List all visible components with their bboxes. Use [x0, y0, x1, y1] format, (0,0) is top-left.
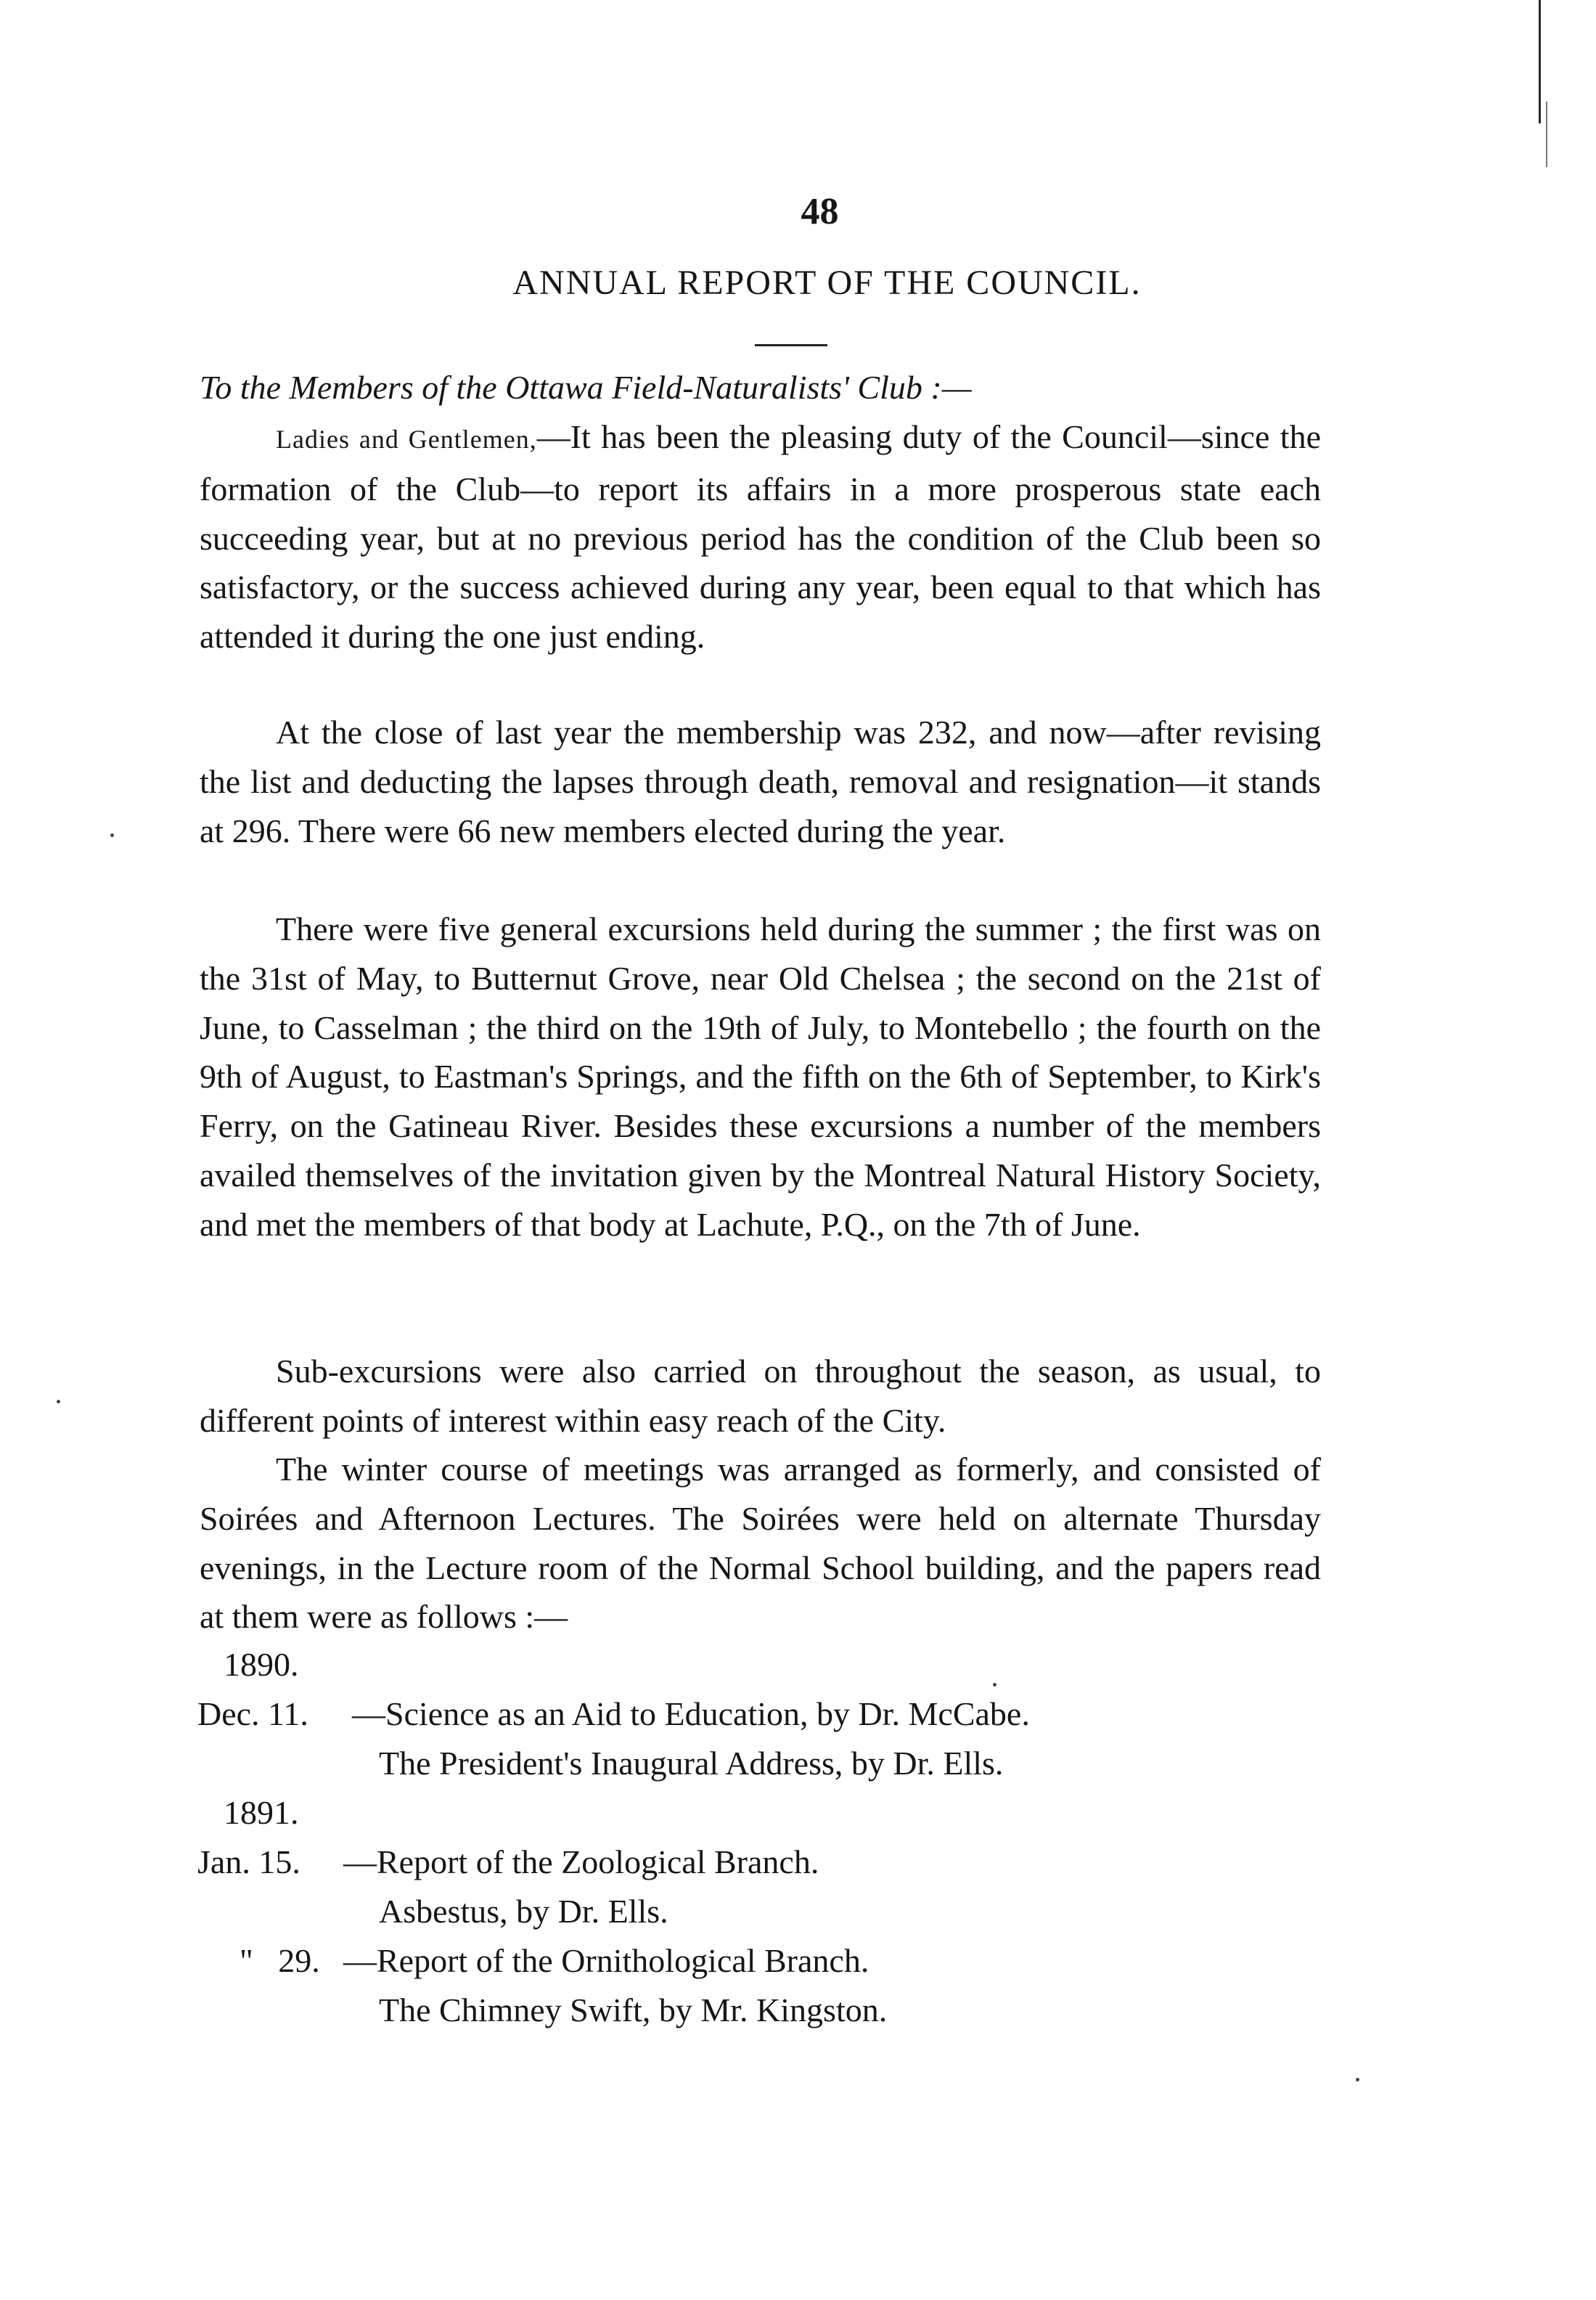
title-rule: [755, 344, 827, 346]
year-heading: 1891.: [224, 1794, 299, 1831]
paragraph-sub-excursions: Sub-excursions were also carried on throughout the season, as usual, to different points of interest within easy reach of the City.: [200, 1353, 1321, 1439]
salutation: To the Members of the Ottawa Field-Naturalists' Club :—: [200, 369, 972, 406]
salutation-smallcaps: Ladies and Gentlemen,: [276, 425, 537, 454]
paragraph-excursions: There were five general excursions held during the summer ; the first was on the 31st of May, to Butternut Grove, near Old Chelsea ; the second on the 21st of June, to Casselman ; the third on the 19th of July, to Montebello ; the fourth on the 9th of August, to Eastman's Springs, and the fifth on the 6th of September, to Kirk's Ferry, on the Gatineau River. Besides these excursions a number of the members availed themselves of the invitation given by the Montreal Natural History Society, and met the members of that body at Lachute, P.Q., on the 7th of June.: [200, 910, 1321, 1243]
scan-speck: [993, 1683, 997, 1687]
scan-speck: [1356, 2078, 1359, 2081]
paragraph-membership: At the close of last year the membership was 232, and now—after revising the list and deducting the lapses through death, removal and resignation—it stands at 296. There were 66 new members elected during the year.: [200, 714, 1321, 849]
page-number: 48: [801, 191, 839, 232]
year-heading: 1890.: [224, 1646, 299, 1683]
meeting-item: —Report of the Ornithological Branch.: [343, 1942, 869, 1979]
meeting-item: —Report of the Zoological Branch.: [343, 1843, 819, 1880]
meeting-date: " 29.: [240, 1942, 320, 1979]
paragraph-opening-text: —It has been the pleasing duty of the Council—since the formation of the Club—to report its affairs in a more prosperous state each succeeding year, but at no previous period has the condition of the Club been so satisfactory, or the success achieved during any year, been equal to that which has attended it during the one just ending.: [200, 418, 1321, 656]
scan-edge-line: [1539, 0, 1541, 123]
paragraph-opening: [200, 412, 1321, 661]
page-title: ANNUAL REPORT OF THE COUNCIL.: [512, 264, 1142, 302]
meeting-date: Jan. 15.: [197, 1843, 300, 1880]
scan-speck: [57, 1400, 60, 1403]
meeting-item: The President's Inaugural Address, by Dr. Ells.: [379, 1745, 1004, 1782]
meeting-item: Asbestus, by Dr. Ells.: [379, 1893, 668, 1930]
scan-edge-line-faint: [1546, 102, 1547, 167]
meeting-item: The Chimney Swift, by Mr. Kingston.: [379, 1991, 888, 2028]
paragraph-winter-meetings: The winter course of meetings was arranged as formerly, and consisted of Soirées and Afternoon Lectures. The Soirées were held on alternate Thursday evenings, in the Lecture room of the Normal School building, and the papers read at them were as follows :—: [200, 1451, 1321, 1636]
meeting-date: Dec. 11.: [197, 1695, 308, 1732]
meeting-item: —Science as an Aid to Education, by Dr. McCabe.: [352, 1695, 1030, 1732]
scan-speck: [110, 833, 114, 837]
